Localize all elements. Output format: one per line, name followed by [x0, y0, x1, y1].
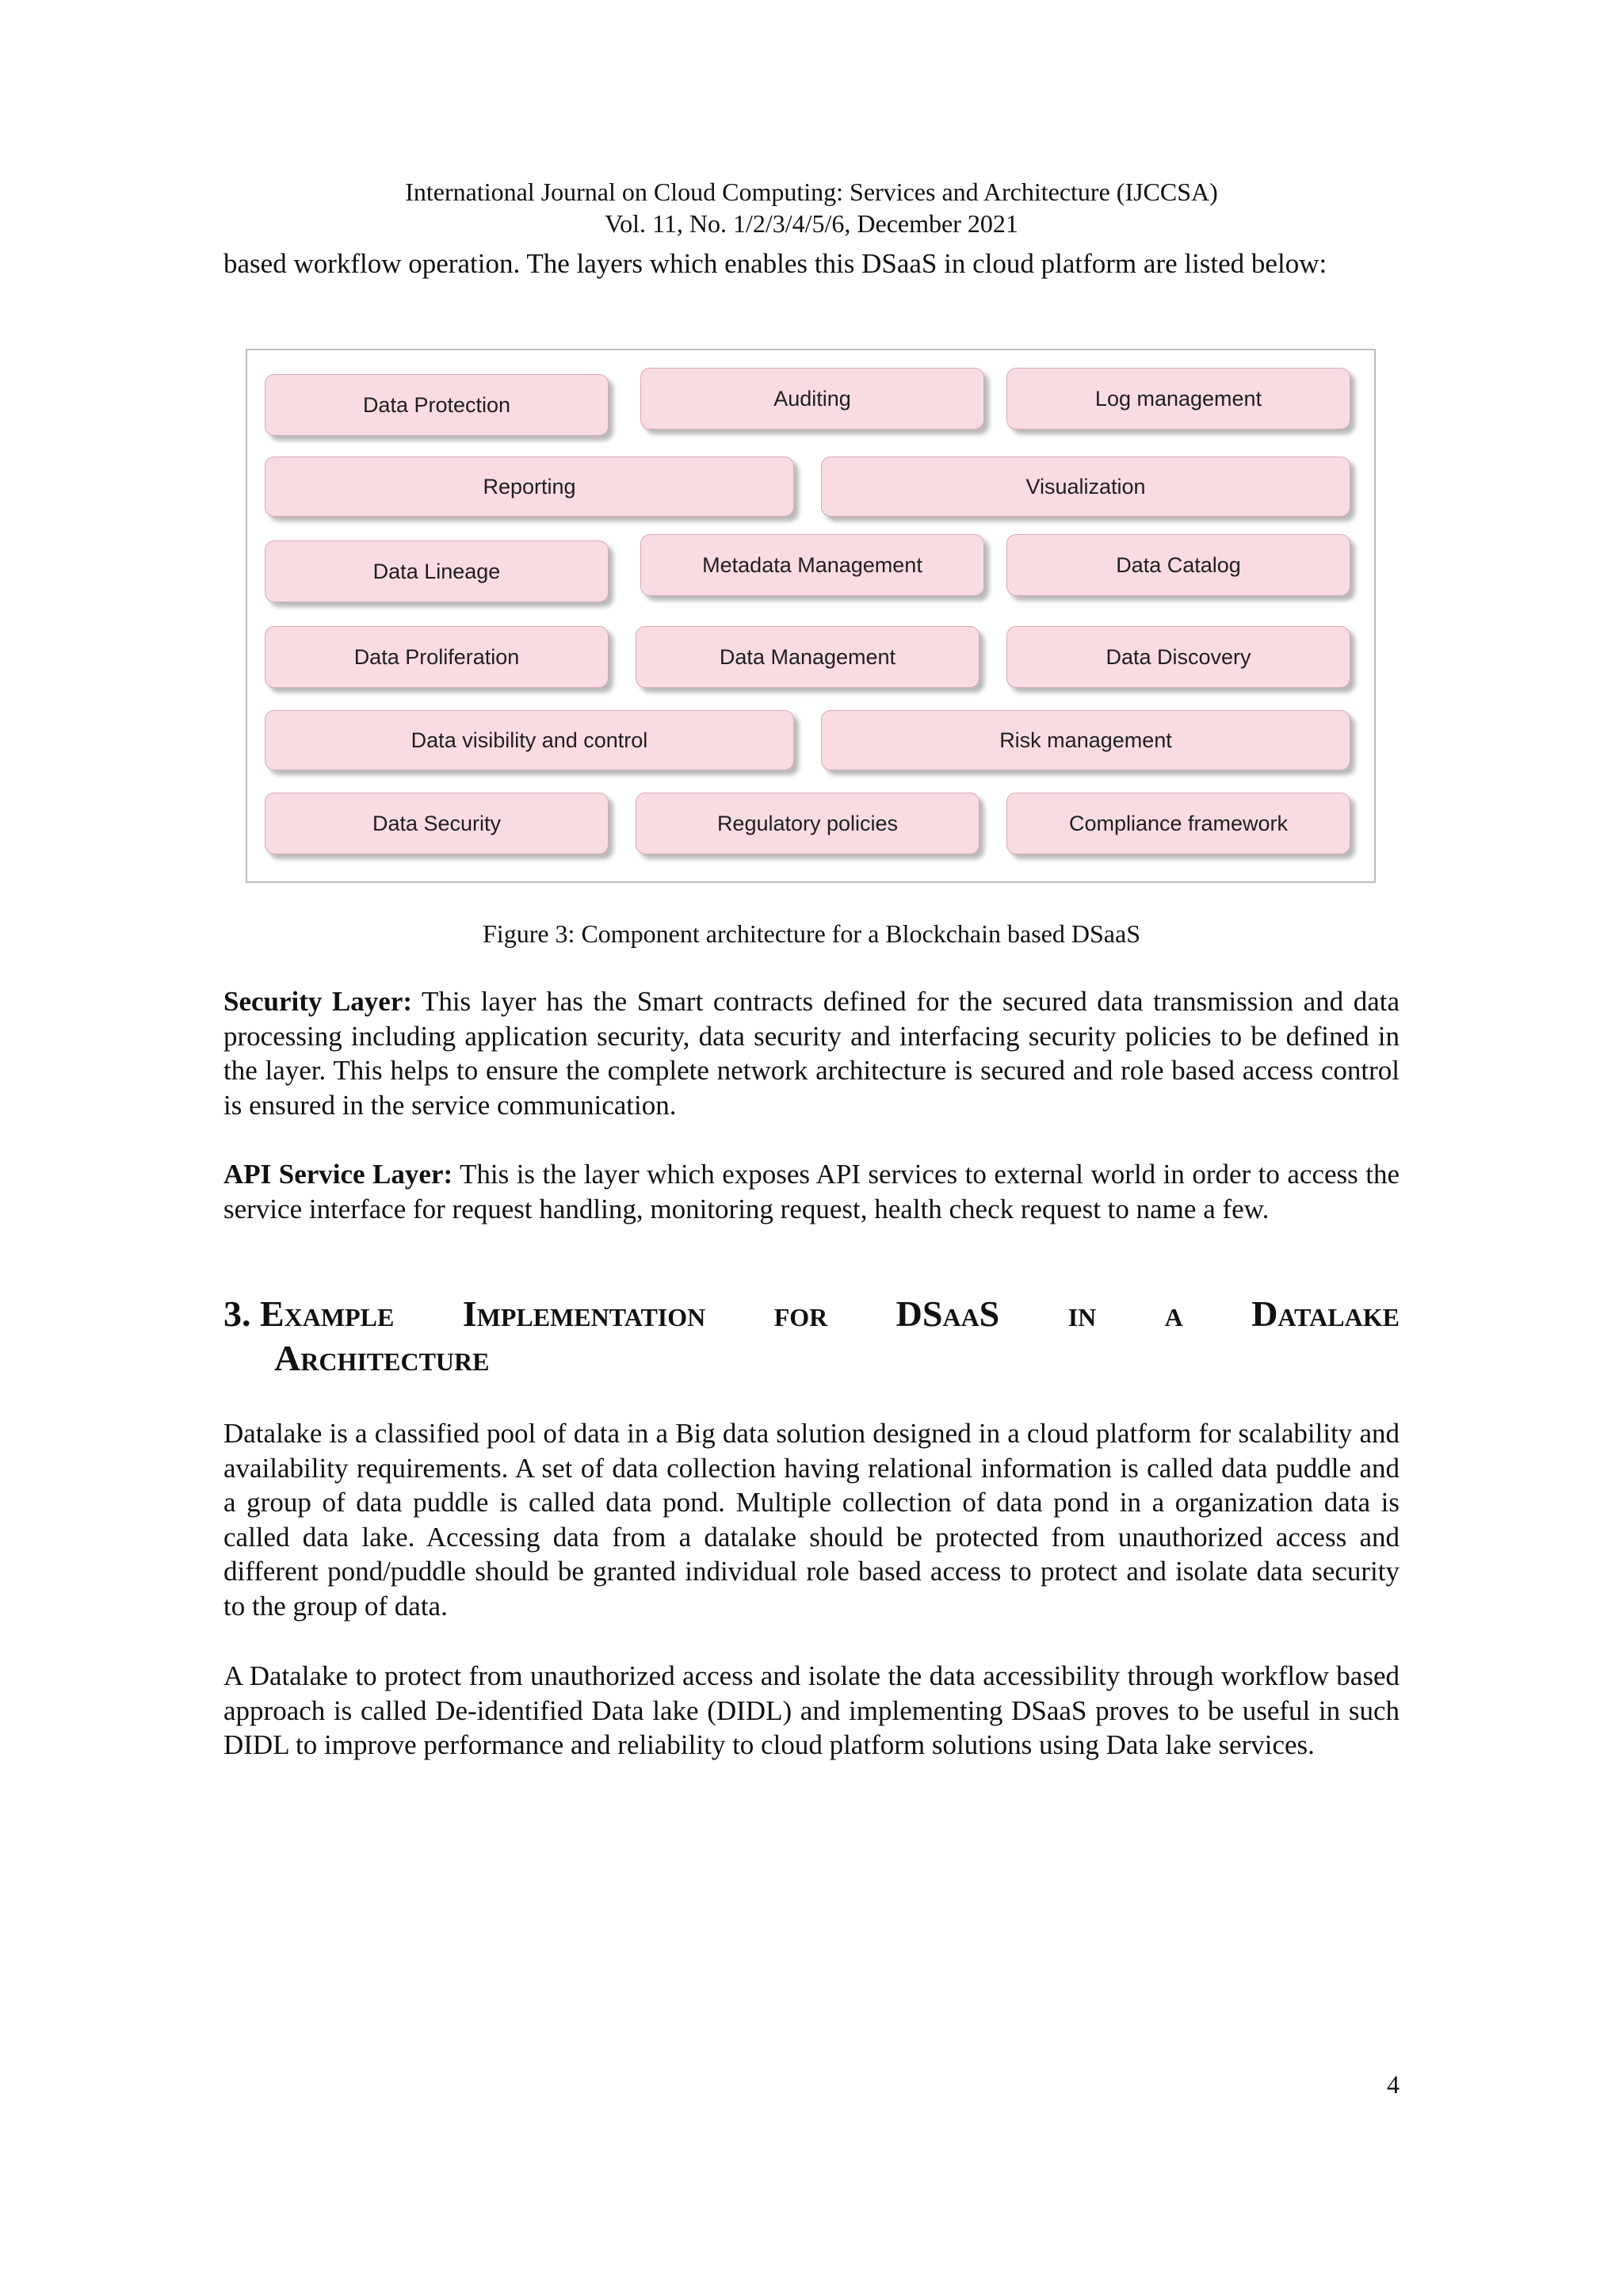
section-number: 3. [223, 1293, 251, 1334]
api-layer-paragraph [223, 1157, 1400, 1226]
section-word-for: for [773, 1293, 828, 1334]
section-word-in: in [1067, 1293, 1097, 1334]
page-number: 4 [1387, 2070, 1400, 2099]
box-auditing: Auditing [640, 368, 984, 430]
figure-caption: Figure 3: Component architecture for a Blockchain based DSaaS [483, 919, 1140, 948]
section-word-example: Example [260, 1293, 395, 1334]
box-compliance-framework: Compliance framework [1006, 793, 1350, 854]
box-reporting: Reporting [265, 457, 794, 517]
api-layer-text: This is the layer which exposes API services to external world in order to access the service interface for request handling, monitoring request, health check request to name a few. [223, 1159, 1400, 1224]
journal-header [0, 176, 1623, 239]
section-word-a: a [1164, 1293, 1183, 1334]
section-word-dsaas: DSaaS [896, 1293, 1000, 1334]
box-visualization: Visualization [821, 457, 1350, 517]
datalake-paragraph-2: A Datalake to protect from unauthorized access and isolate the data accessibility through workflow based approach is called De-identified Data lake (DIDL) and implementing DSaaS proves to be useful in such DIDL to improve performance and reliability to cloud platform solutions using Data lake services. [223, 1660, 1400, 1760]
box-data-management: Data Management [636, 626, 980, 688]
box-log-management: Log management [1006, 368, 1350, 430]
component-architecture-figure [246, 349, 1376, 883]
section-heading [223, 1292, 1400, 1381]
security-layer-text: This layer has the Smart contracts defined for the secured data transmission and data processing including application security, data security and interfacing security policies to be defined in the layer. This helps to ensure the complete network architecture is secured and role based access control is ensured in the service communication. [223, 986, 1400, 1121]
box-data-visibility-and-control: Data visibility and control [265, 710, 794, 770]
box-regulatory-policies: Regulatory policies [636, 793, 980, 854]
box-risk-management: Risk management [821, 710, 1350, 770]
box-data-protection: Data Protection [265, 374, 609, 436]
section-word-datalake: Datalake [1251, 1293, 1400, 1334]
box-data-security: Data Security [265, 793, 609, 854]
section-word-implementation: Implementation [462, 1293, 706, 1334]
section-heading-line2: Architecture [274, 1338, 490, 1378]
api-layer-label: API Service Layer: [223, 1159, 453, 1190]
datalake-paragraph-1: Datalake is a classified pool of data in a Big data solution designed in a cloud platform for scalability and availability requirements. A set of data collection having relational information is called data puddle and a group of data puddle is called data pond. Multiple collection of data pond in a organization data is called data lake. Accessing data from a datalake should be protected from unauthorized access and different pond/puddle should be granted individual role based access to protect and isolate data security to the group of data. [223, 1418, 1400, 1622]
intro-paragraph: based workflow operation. The layers which enables this DSaaS in cloud platform are listed below: [223, 248, 1327, 279]
security-layer-label: Security Layer: [223, 986, 413, 1017]
box-metadata-management: Metadata Management [640, 534, 984, 596]
section-number-and-first-word [223, 1292, 394, 1336]
journal-volume: Vol. 11, No. 1/2/3/4/5/6, December 2021 [605, 209, 1018, 238]
box-data-lineage: Data Lineage [265, 541, 609, 602]
journal-title: International Journal on Cloud Computing: Services and Architecture (IJCCSA) [405, 178, 1218, 206]
box-data-catalog: Data Catalog [1006, 534, 1350, 596]
box-data-discovery: Data Discovery [1006, 626, 1350, 688]
security-layer-paragraph [223, 984, 1400, 1122]
box-data-proliferation: Data Proliferation [265, 626, 609, 688]
